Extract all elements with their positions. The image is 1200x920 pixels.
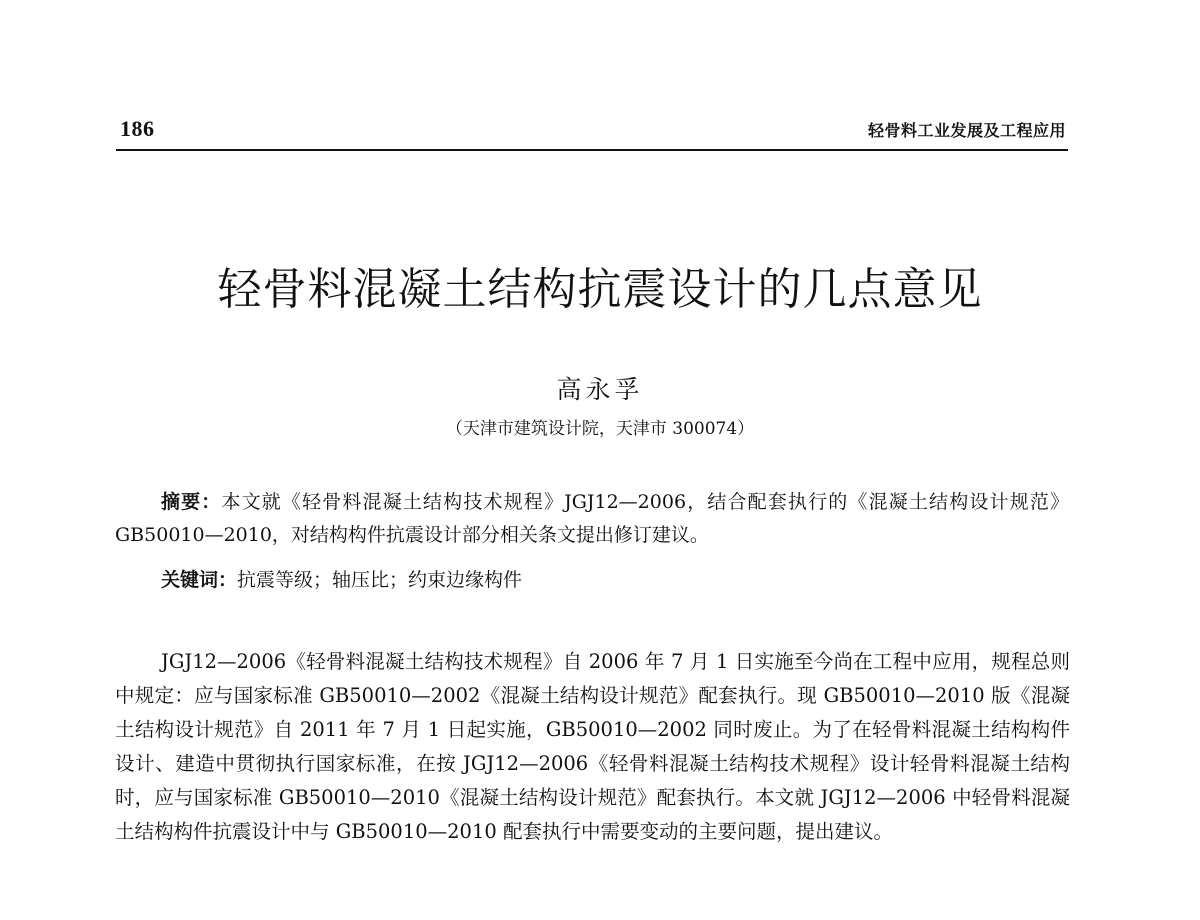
header-rule	[116, 149, 1068, 151]
keywords	[161, 564, 1061, 597]
keywords-label: 关键词：	[161, 569, 238, 591]
keywords-text: 抗震等级；轴压比；约束边缘构件	[237, 569, 523, 591]
author-affiliation: （天津市建筑设计院，天津市 300074）	[445, 419, 755, 439]
article-title: 轻骨料混凝土结构抗震设计的几点意见	[217, 264, 983, 315]
abstract-text: 本文就《轻骨料混凝土结构技术规程》JGJ12—2006，结合配套执行的《混凝土结构设计规范》GB50010—2010，对结构构件抗震设计部分相关条文提出修订建议。	[115, 491, 1069, 546]
running-header	[118, 112, 1066, 146]
page-number: 186	[120, 116, 155, 141]
body-paragraph: JGJ12—2006《轻骨料混凝土结构技术规程》自 2006 年 7 月 1 日实施至今尚在工程中应用，规程总则中规定：应与国家标准 GB50010—2002《混凝土结构设计规范》配套执行。现 GB50010—2010 版《混凝土结构设计规范》自 2011 年 7 月 1 日起实施，GB50010—2002 同时废止。为了在轻骨料混凝土结构构件设计、建造中贯彻执行国家标准，在按 JGJ12—2006《轻骨料混凝土结构技术规程》设计轻骨料混凝土结构时，应与国家标准 GB50010—2010《混凝土结构设计规范》配套执行。本文就 JGJ12—2006 中轻骨料混凝土结构构件抗震设计中与 GB50010—2010 配套执行中需要变动的主要问题，提出建议。	[115, 650, 1070, 843]
abstract	[115, 486, 1069, 552]
abstract-label: 摘要：	[161, 491, 222, 513]
author-name: 高永孚	[556, 375, 644, 404]
journal-title: 轻骨料工业发展及工程应用	[867, 121, 1066, 140]
